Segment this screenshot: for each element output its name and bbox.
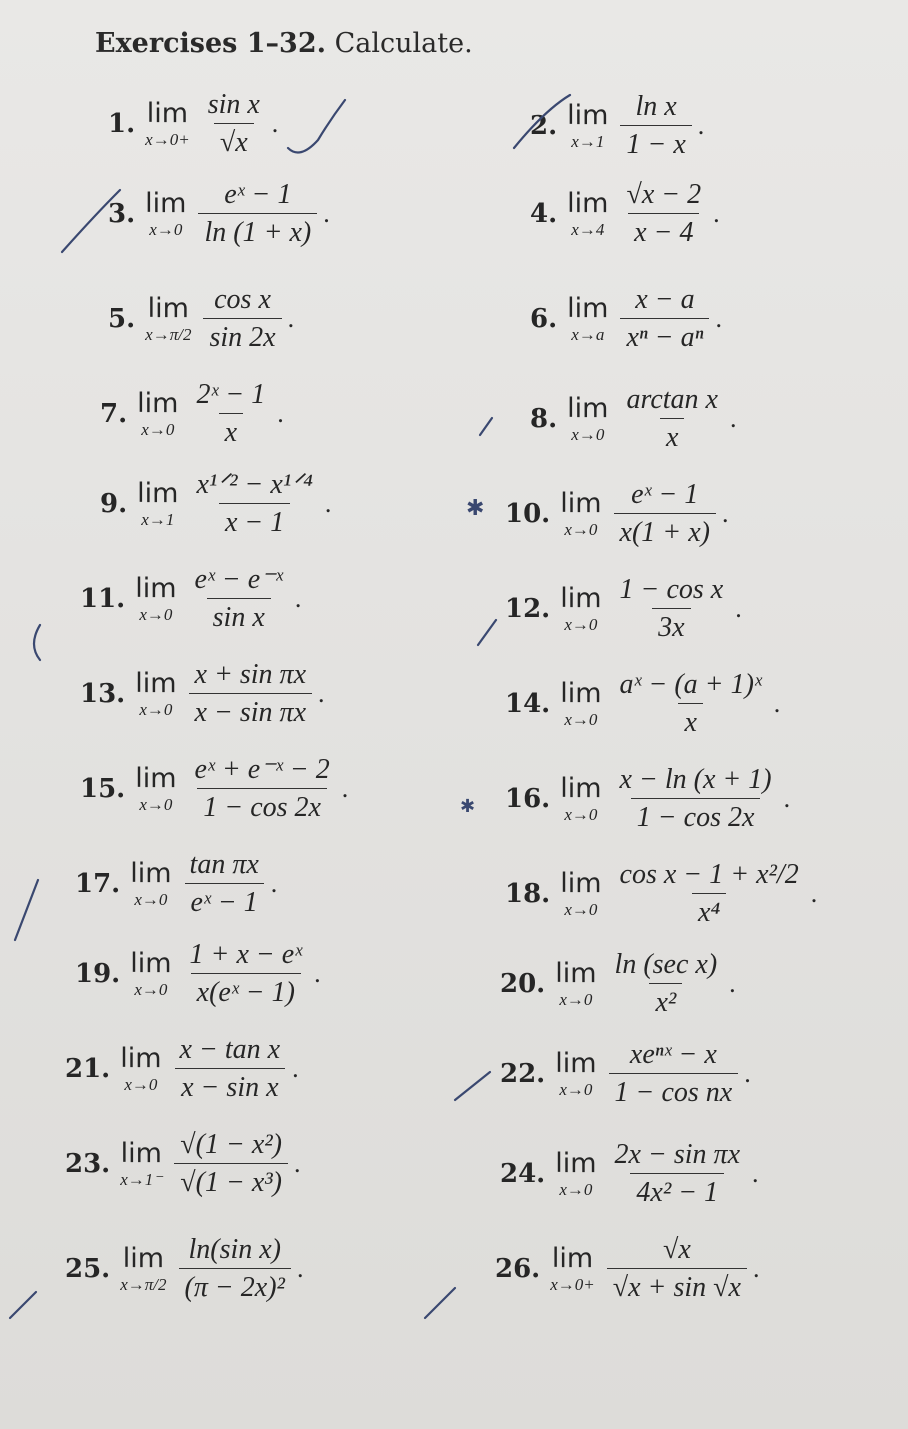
asterisk-mark-10: ✱: [466, 495, 485, 520]
denominator: x²: [649, 983, 682, 1017]
denominator: 1 − x: [620, 125, 691, 159]
denominator: x⁴: [692, 893, 726, 927]
exercise-number: 17.: [75, 868, 121, 899]
numerator: x − ln (x + 1): [619, 764, 772, 795]
denominator: ln (1 + x): [198, 213, 317, 247]
exercise-number: 12.: [505, 593, 551, 624]
limit-approach: x→0: [141, 419, 175, 439]
denominator: x(1 + x): [614, 513, 716, 547]
end-punct: .: [294, 583, 302, 613]
exercise-number: 3.: [108, 198, 136, 229]
exercise-number: 11.: [80, 583, 126, 614]
lim-word: lim: [555, 1047, 597, 1079]
lim-word: lim: [120, 1137, 162, 1169]
exercise-number: 19.: [75, 958, 121, 989]
denominator: sin x: [207, 598, 271, 632]
denominator: √x: [214, 123, 254, 157]
slash-mark-2: [514, 95, 570, 148]
numerator: xeⁿˣ − x: [629, 1039, 717, 1070]
limit-approach: x→0: [559, 1179, 593, 1199]
numerator: √(1 − x²): [180, 1129, 282, 1160]
slash-mark-8: [480, 418, 492, 435]
lim-word: lim: [137, 477, 179, 509]
end-punct: .: [292, 1053, 299, 1083]
numerator: arctan x: [626, 384, 718, 415]
numerator: ln x: [635, 91, 677, 122]
limit-approach: x→0: [139, 604, 173, 624]
denominator: √(1 − x³): [174, 1163, 288, 1197]
lim-word: lim: [135, 762, 177, 794]
limit-approach: x→0: [571, 424, 605, 444]
check-mark-1: [288, 100, 345, 153]
limit-approach: x→0: [149, 219, 183, 239]
numerator: x − tan x: [179, 1034, 281, 1065]
numerator: aˣ − (a + 1)ˣ: [619, 669, 762, 700]
exercise-number: 2.: [530, 110, 558, 141]
numerator: cos x: [214, 284, 271, 315]
exercise-number: 24.: [500, 1158, 546, 1189]
end-punct: .: [729, 968, 736, 998]
limit-approach: x→0+: [145, 129, 190, 149]
end-punct: .: [287, 303, 295, 333]
limit-approach: x→0: [134, 889, 168, 909]
exercise-number: 15.: [80, 773, 126, 804]
slash-mark-22: [455, 1072, 490, 1100]
numerator: ln (sec x): [614, 949, 718, 980]
limit-approach: x→0: [124, 1074, 158, 1094]
denominator: 1 − cos 2x: [197, 788, 327, 822]
heading-text: Calculate.: [334, 28, 473, 59]
end-punct: .: [341, 773, 349, 803]
denominator: x − 4: [628, 213, 699, 247]
limit-approach: x→π/2: [145, 324, 192, 344]
slash-mark-11: [34, 625, 40, 660]
limit-approach: x→1: [571, 131, 605, 151]
end-punct: .: [773, 688, 781, 718]
numerator: √x − 2: [626, 179, 702, 210]
slash-mark-3: [62, 190, 120, 252]
limit-approach: x→0: [564, 614, 598, 634]
end-punct: .: [314, 958, 321, 988]
denominator: x: [660, 418, 684, 452]
lim-word: lim: [120, 1042, 162, 1074]
lim-word: lim: [135, 667, 177, 699]
lim-word: lim: [560, 867, 602, 899]
denominator: 1 − cos nx: [609, 1073, 739, 1107]
limit-approach: x→0: [564, 709, 598, 729]
asterisk-mark-16: ✱: [460, 796, 476, 816]
end-punct: .: [294, 1148, 301, 1178]
slash-mark-12: [478, 620, 496, 645]
denominator: x: [219, 413, 243, 447]
exercise-number: 13.: [80, 678, 126, 709]
denominator: eˣ − 1: [185, 883, 264, 917]
exercise-number: 4.: [530, 198, 558, 229]
limit-approach: x→1: [141, 509, 175, 529]
lim-word: lim: [137, 387, 179, 419]
end-punct: .: [715, 303, 722, 333]
lim-word: lim: [560, 677, 602, 709]
lim-word: lim: [560, 772, 602, 804]
denominator: (π − 2x)²: [179, 1268, 291, 1302]
lim-word: lim: [130, 947, 172, 979]
exercise-number: 1.: [108, 108, 136, 139]
exercise-number: 23.: [65, 1148, 111, 1179]
lim-word: lim: [567, 99, 609, 131]
exercise-number: 21.: [65, 1053, 111, 1084]
end-punct: .: [271, 108, 279, 138]
denominator: √x + sin √x: [607, 1268, 747, 1302]
slash-mark-25: [10, 1292, 36, 1318]
limit-approach: x→0: [559, 1079, 593, 1099]
numerator: 1 − cos x: [619, 574, 724, 605]
numerator: x + sin πx: [194, 659, 306, 690]
numerator: √x: [662, 1234, 691, 1265]
denominator: 4x² − 1: [630, 1173, 724, 1207]
end-punct: .: [296, 1253, 304, 1283]
end-punct: .: [729, 403, 737, 433]
lim-word: lim: [555, 957, 597, 989]
denominator: x − sin πx: [189, 693, 312, 727]
numerator: x − a: [635, 284, 695, 315]
end-punct: .: [277, 398, 284, 428]
slash-mark-17: [15, 880, 38, 940]
limit-approach: x→a: [571, 324, 605, 344]
denominator: x − sin x: [175, 1068, 284, 1102]
lim-word: lim: [551, 1242, 594, 1274]
numerator: eˣ + e⁻ˣ − 2: [194, 754, 330, 785]
exercise-number: 5.: [108, 303, 136, 334]
limit-approach: x→1⁻: [120, 1169, 163, 1189]
exercise-number: 16.: [505, 783, 551, 814]
end-punct: .: [721, 498, 729, 528]
limit-approach: x→0: [139, 699, 173, 719]
limit-approach: x→0+: [550, 1274, 595, 1294]
lim-word: lim: [555, 1147, 597, 1179]
numerator: x¹ᐟ² − x¹ᐟ⁴: [196, 469, 313, 500]
end-punct: .: [323, 198, 330, 228]
lim-word: lim: [567, 187, 609, 219]
numerator: sin x: [207, 89, 260, 120]
numerator: eˣ − e⁻ˣ: [194, 564, 283, 595]
numerator: eˣ − 1: [631, 479, 699, 510]
exercise-number: 18.: [505, 878, 551, 909]
limit-approach: x→0: [564, 899, 598, 919]
end-punct: .: [752, 1158, 759, 1188]
lim-word: lim: [147, 292, 189, 324]
exercise-number: 8.: [530, 403, 558, 434]
numerator: 1 + x − eˣ: [189, 939, 303, 970]
lim-word: lim: [145, 187, 187, 219]
end-punct: .: [744, 1058, 751, 1088]
lim-word: lim: [122, 1242, 165, 1274]
limit-approach: x→0: [559, 989, 593, 1009]
denominator: x(eˣ − 1): [191, 973, 301, 1007]
exercise-number: 20.: [500, 968, 546, 999]
end-punct: .: [713, 198, 720, 228]
lim-word: lim: [130, 857, 172, 889]
numerator: cos x − 1 + x²/2: [619, 859, 799, 890]
denominator: sin 2x: [203, 318, 281, 352]
limit-approach: x→0: [564, 519, 598, 539]
numerator: 2ˣ − 1: [196, 379, 266, 410]
end-punct: .: [735, 593, 742, 623]
limit-approach: x→π/2: [120, 1274, 167, 1294]
end-punct: .: [697, 110, 705, 140]
numerator: 2x − sin πx: [614, 1139, 740, 1170]
end-punct: .: [783, 783, 791, 813]
limit-approach: x→0: [564, 804, 598, 824]
slash-mark-26: [425, 1288, 455, 1318]
exercise-number: 10.: [505, 498, 551, 529]
exercise-number: 22.: [500, 1058, 546, 1089]
lim-word: lim: [135, 572, 177, 604]
denominator: x: [678, 703, 702, 737]
limit-approach: x→4: [571, 219, 605, 239]
numerator: ln(sin x): [188, 1234, 281, 1265]
exercise-number: 9.: [100, 488, 128, 519]
exercise-number: 26.: [495, 1253, 541, 1284]
heading-bold: Exercises 1–32.: [95, 28, 327, 59]
end-punct: .: [270, 868, 278, 898]
numerator: tan πx: [189, 849, 259, 880]
limit-approach: x→0: [139, 794, 173, 814]
exercise-number: 14.: [505, 688, 551, 719]
end-punct: .: [810, 878, 818, 908]
lim-word: lim: [567, 292, 609, 324]
denominator: 3x: [652, 608, 690, 642]
denominator: xⁿ − aⁿ: [620, 318, 709, 352]
lim-word: lim: [560, 487, 602, 519]
denominator: 1 − cos 2x: [631, 798, 761, 832]
limit-approach: x→0: [134, 979, 168, 999]
lim-word: lim: [560, 582, 602, 614]
numerator: eˣ − 1: [224, 179, 292, 210]
exercise-number: 7.: [100, 398, 128, 429]
lim-word: lim: [146, 97, 189, 129]
lim-word: lim: [567, 392, 609, 424]
exercise-number: 25.: [65, 1253, 111, 1284]
end-punct: .: [752, 1253, 760, 1283]
end-punct: .: [324, 488, 332, 518]
exercise-number: 6.: [530, 303, 558, 334]
end-punct: .: [318, 678, 325, 708]
denominator: x − 1: [219, 503, 290, 537]
